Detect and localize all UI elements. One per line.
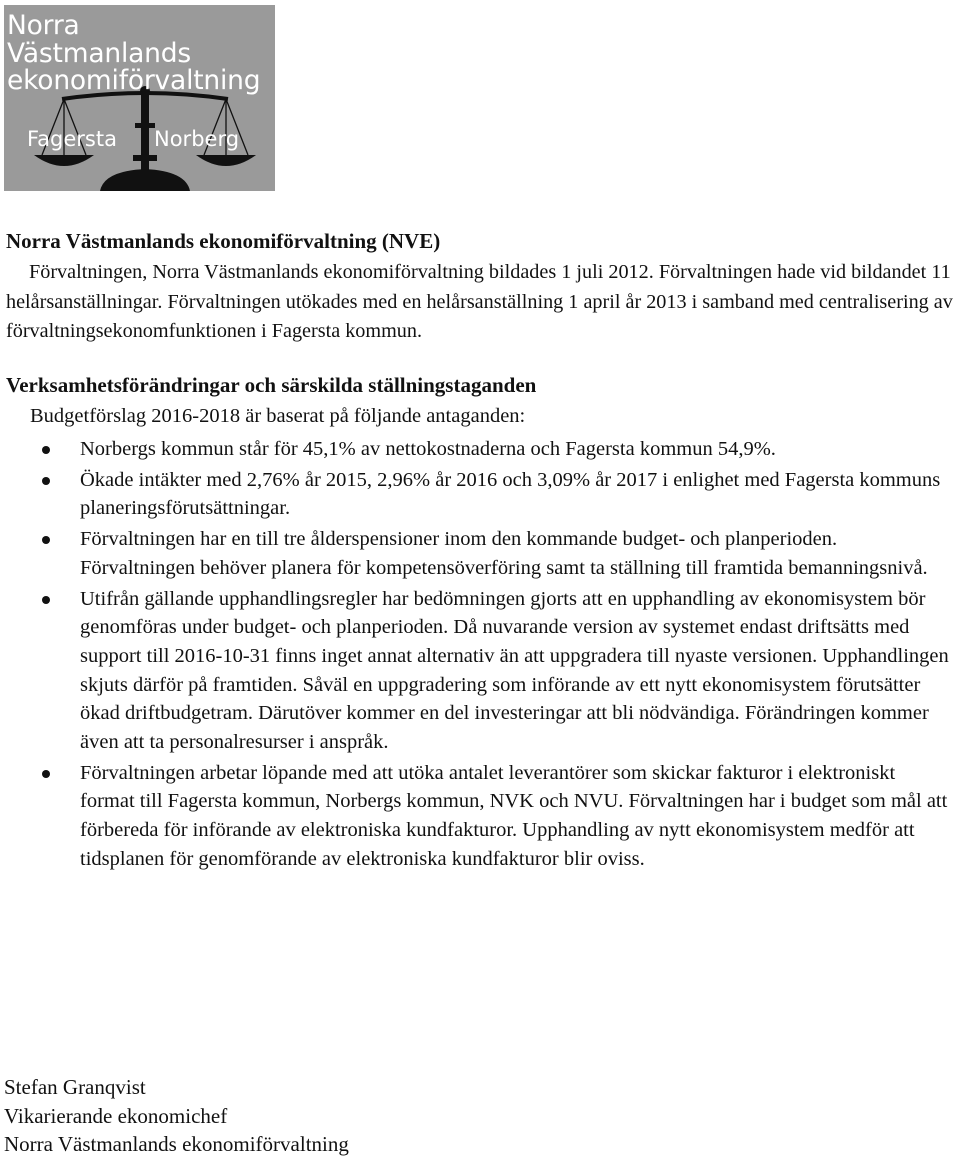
section-body-nve: Förvaltningen, Norra Västmanlands ekonomiförvaltning bildades 1 juli 2012. Förvaltningen hade vid bildandet 11 helårsanställningar. Förvaltningen utökades med en helårsanställning 1 april år 2013 i samband med centralisering av förvaltningsekonomfunktionen i Fagersta kommun. [6, 261, 953, 342]
assumptions-intro: Budgetförslag 2016-2018 är baserat på följande antaganden: [30, 405, 526, 427]
list-item [0, 759, 960, 874]
signature-title: Vikarierande ekonomichef [4, 1103, 228, 1128]
list-item-text: Utifrån gällande upphandlingsregler har bedömningen gjorts att en upphandling av ekonomisystem bör genomföras under budget- och planperioden. Då nuvarande version av systemet endast driftsätts med support till 2016-10-31 finns inget annat alternativ än att uppgradera till nyaste versionen. Upphandlingen skjuts därför på framtiden. Såväl en uppgradering som införande av ett nytt ekonomisystem förutsätter ökad driftbudgetram. Därutöver kommer en del investeringar att bli nödvändiga. Förändringen kommer även att ta personalresurser i anspråk. [80, 587, 949, 754]
bullet-icon [42, 446, 50, 454]
assumptions-list [0, 435, 960, 876]
list-item-text: Förvaltningen har en till tre ålderspensioner inom den kommande budget- och planperioden. Förvaltningen behöver planera för kompetensöverföring samt ta ställning till framtida bemanningsnivå. [80, 528, 928, 579]
logo-text-line-1: Norra [7, 10, 80, 41]
list-item [0, 435, 960, 464]
list-item [0, 466, 960, 523]
list-item-text: Förvaltningen arbetar löpande med att utöka antalet leverantörer som skickar fakturor i elektroniskt format till Fagersta kommun, Norbergs kommun, NVK och NVU. Förvaltningen har i budget som mål att förbereda för införande av elektroniska kundfakturor. Upphandling av nytt ekonomisystem medför att tidsplanen för genomförande av elektroniska kundfakturor blir oviss. [80, 761, 948, 870]
bullet-icon [42, 770, 50, 778]
organization-logo [4, 5, 275, 191]
logo-text-line-3: ekonomiförvaltning [7, 65, 261, 96]
logo-text-line-2: Västmanlands [7, 38, 191, 69]
list-item [0, 525, 960, 582]
section-heading-changes: Verksamhetsförändringar och särskilda ställningstaganden [6, 373, 537, 397]
logo-town-norberg: Norberg [154, 127, 240, 151]
list-item [0, 585, 960, 757]
signature-name: Stefan Granqvist [4, 1075, 146, 1099]
list-item-text: Ökade intäkter med 2,76% år 2015, 2,96% år 2016 och 3,09% år 2017 i enlighet med Fagersta kommuns planeringsförutsättningar. [80, 468, 941, 520]
signature-block [4, 1073, 349, 1159]
bullet-icon [42, 536, 50, 544]
signature-organization: Norra Västmanlands ekonomiförvaltning [4, 1132, 349, 1156]
section-heading-nve: Norra Västmanlands ekonomiförvaltning (NVE) [6, 229, 441, 253]
list-item-text: Norbergs kommun står för 45,1% av nettokostnaderna och Fagersta kommun 54,9%. [80, 438, 776, 460]
bullet-icon [42, 596, 50, 604]
logo-town-fagersta: Fagersta [27, 127, 117, 151]
bullet-icon [42, 477, 50, 485]
